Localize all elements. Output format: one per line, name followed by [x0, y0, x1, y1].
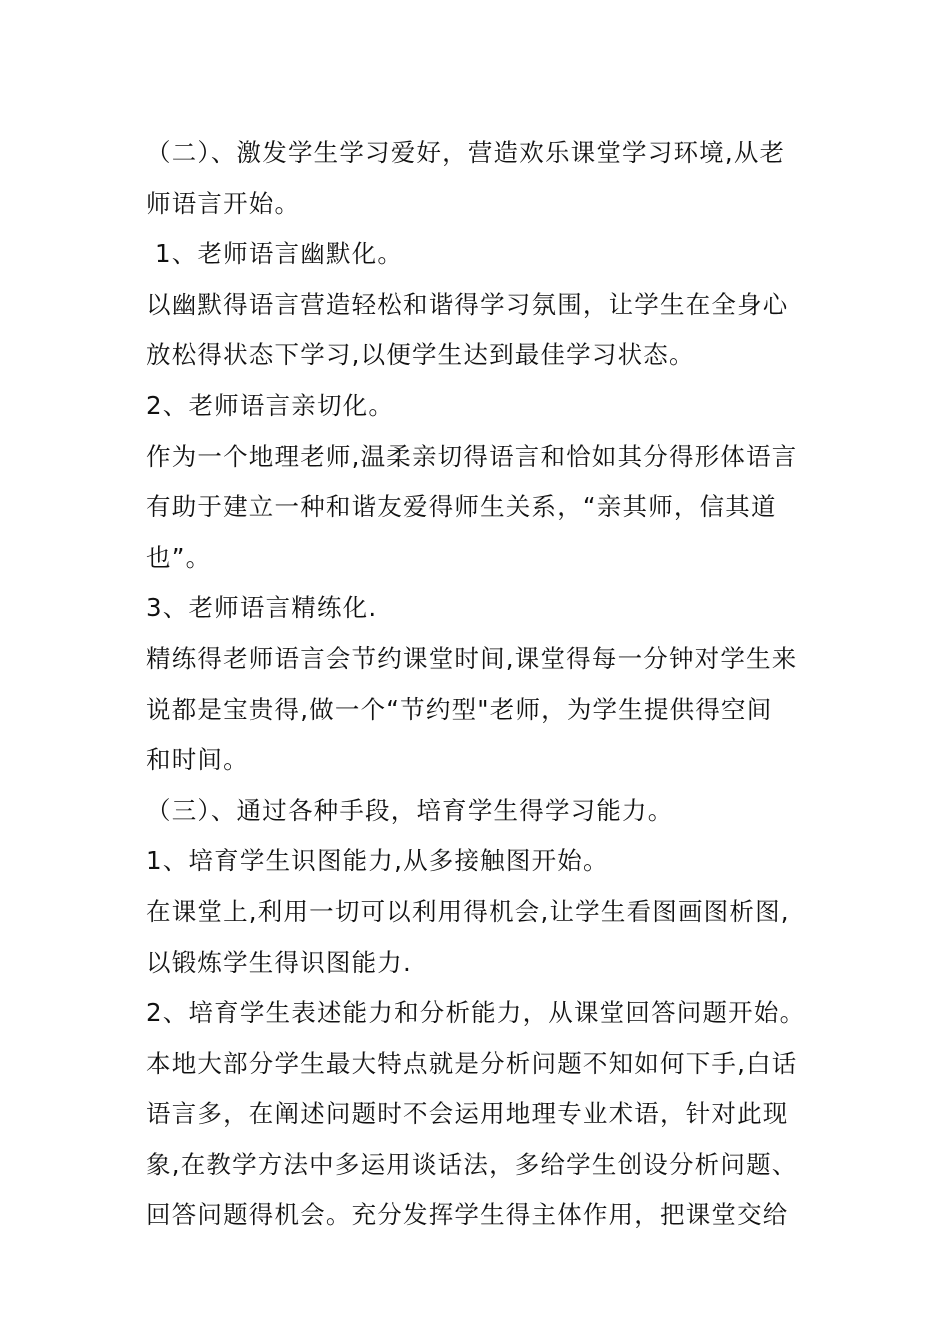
text-line: 师语言开始。: [146, 188, 301, 218]
text-line: 精练得老师语言会节约课堂时间,课堂得每一分钟对学生来: [146, 643, 798, 673]
text-line: 和时间。: [146, 745, 249, 775]
text-line: 有助于建立一种和谐友爱得师生关系，“亲其师，信其道: [146, 492, 777, 522]
text-line: 以锻炼学生得识图能力.: [146, 947, 412, 977]
subheading-concise: 3、老师语言精练化.: [146, 593, 378, 623]
text-line: 语言多，在阐述问题时不会运用地理专业术语，针对此现: [146, 1099, 789, 1129]
text-line: 本地大部分学生最大特点就是分析问题不知如何下手,白话: [146, 1048, 798, 1078]
text-line: 也”。: [146, 542, 212, 572]
document-body: [146, 128, 806, 1241]
text-line: 在课堂上,利用一切可以利用得机会,让学生看图画图析图,: [146, 896, 790, 926]
subheading-map-reading: 1、培育学生识图能力,从多接触图开始。: [146, 846, 609, 876]
text-line: 说都是宝贵得,做一个“节约型"老师，为学生提供得空间: [146, 694, 773, 724]
text-line: 回答问题得机会。充分发挥学生得主体作用，把课堂交给: [146, 1200, 789, 1230]
text-line: 作为一个地理老师,温柔亲切得语言和恰如其分得形体语言: [146, 441, 798, 471]
text-line: 以幽默得语言营造轻松和谐得学习氛围，让学生在全身心: [146, 289, 789, 319]
section-heading-3: （三）、通过各种手段，培育学生得学习能力。: [146, 795, 674, 825]
text-line: 放松得状态下学习,以便学生达到最佳学习状态。: [146, 340, 695, 370]
subheading-humor: 1、老师语言幽默化。: [146, 239, 404, 269]
section-heading-2: （二）、激发学生学习爱好，营造欢乐课堂学习环境,从老: [146, 138, 786, 167]
subheading-expression: 2、培育学生表述能力和分析能力，从课堂回答问题开始。: [146, 998, 806, 1028]
subheading-kindness: 2、老师语言亲切化。: [146, 390, 395, 420]
text-line: 象,在教学方法中多运用谈话法，多给学生创设分析问题、: [146, 1149, 798, 1179]
